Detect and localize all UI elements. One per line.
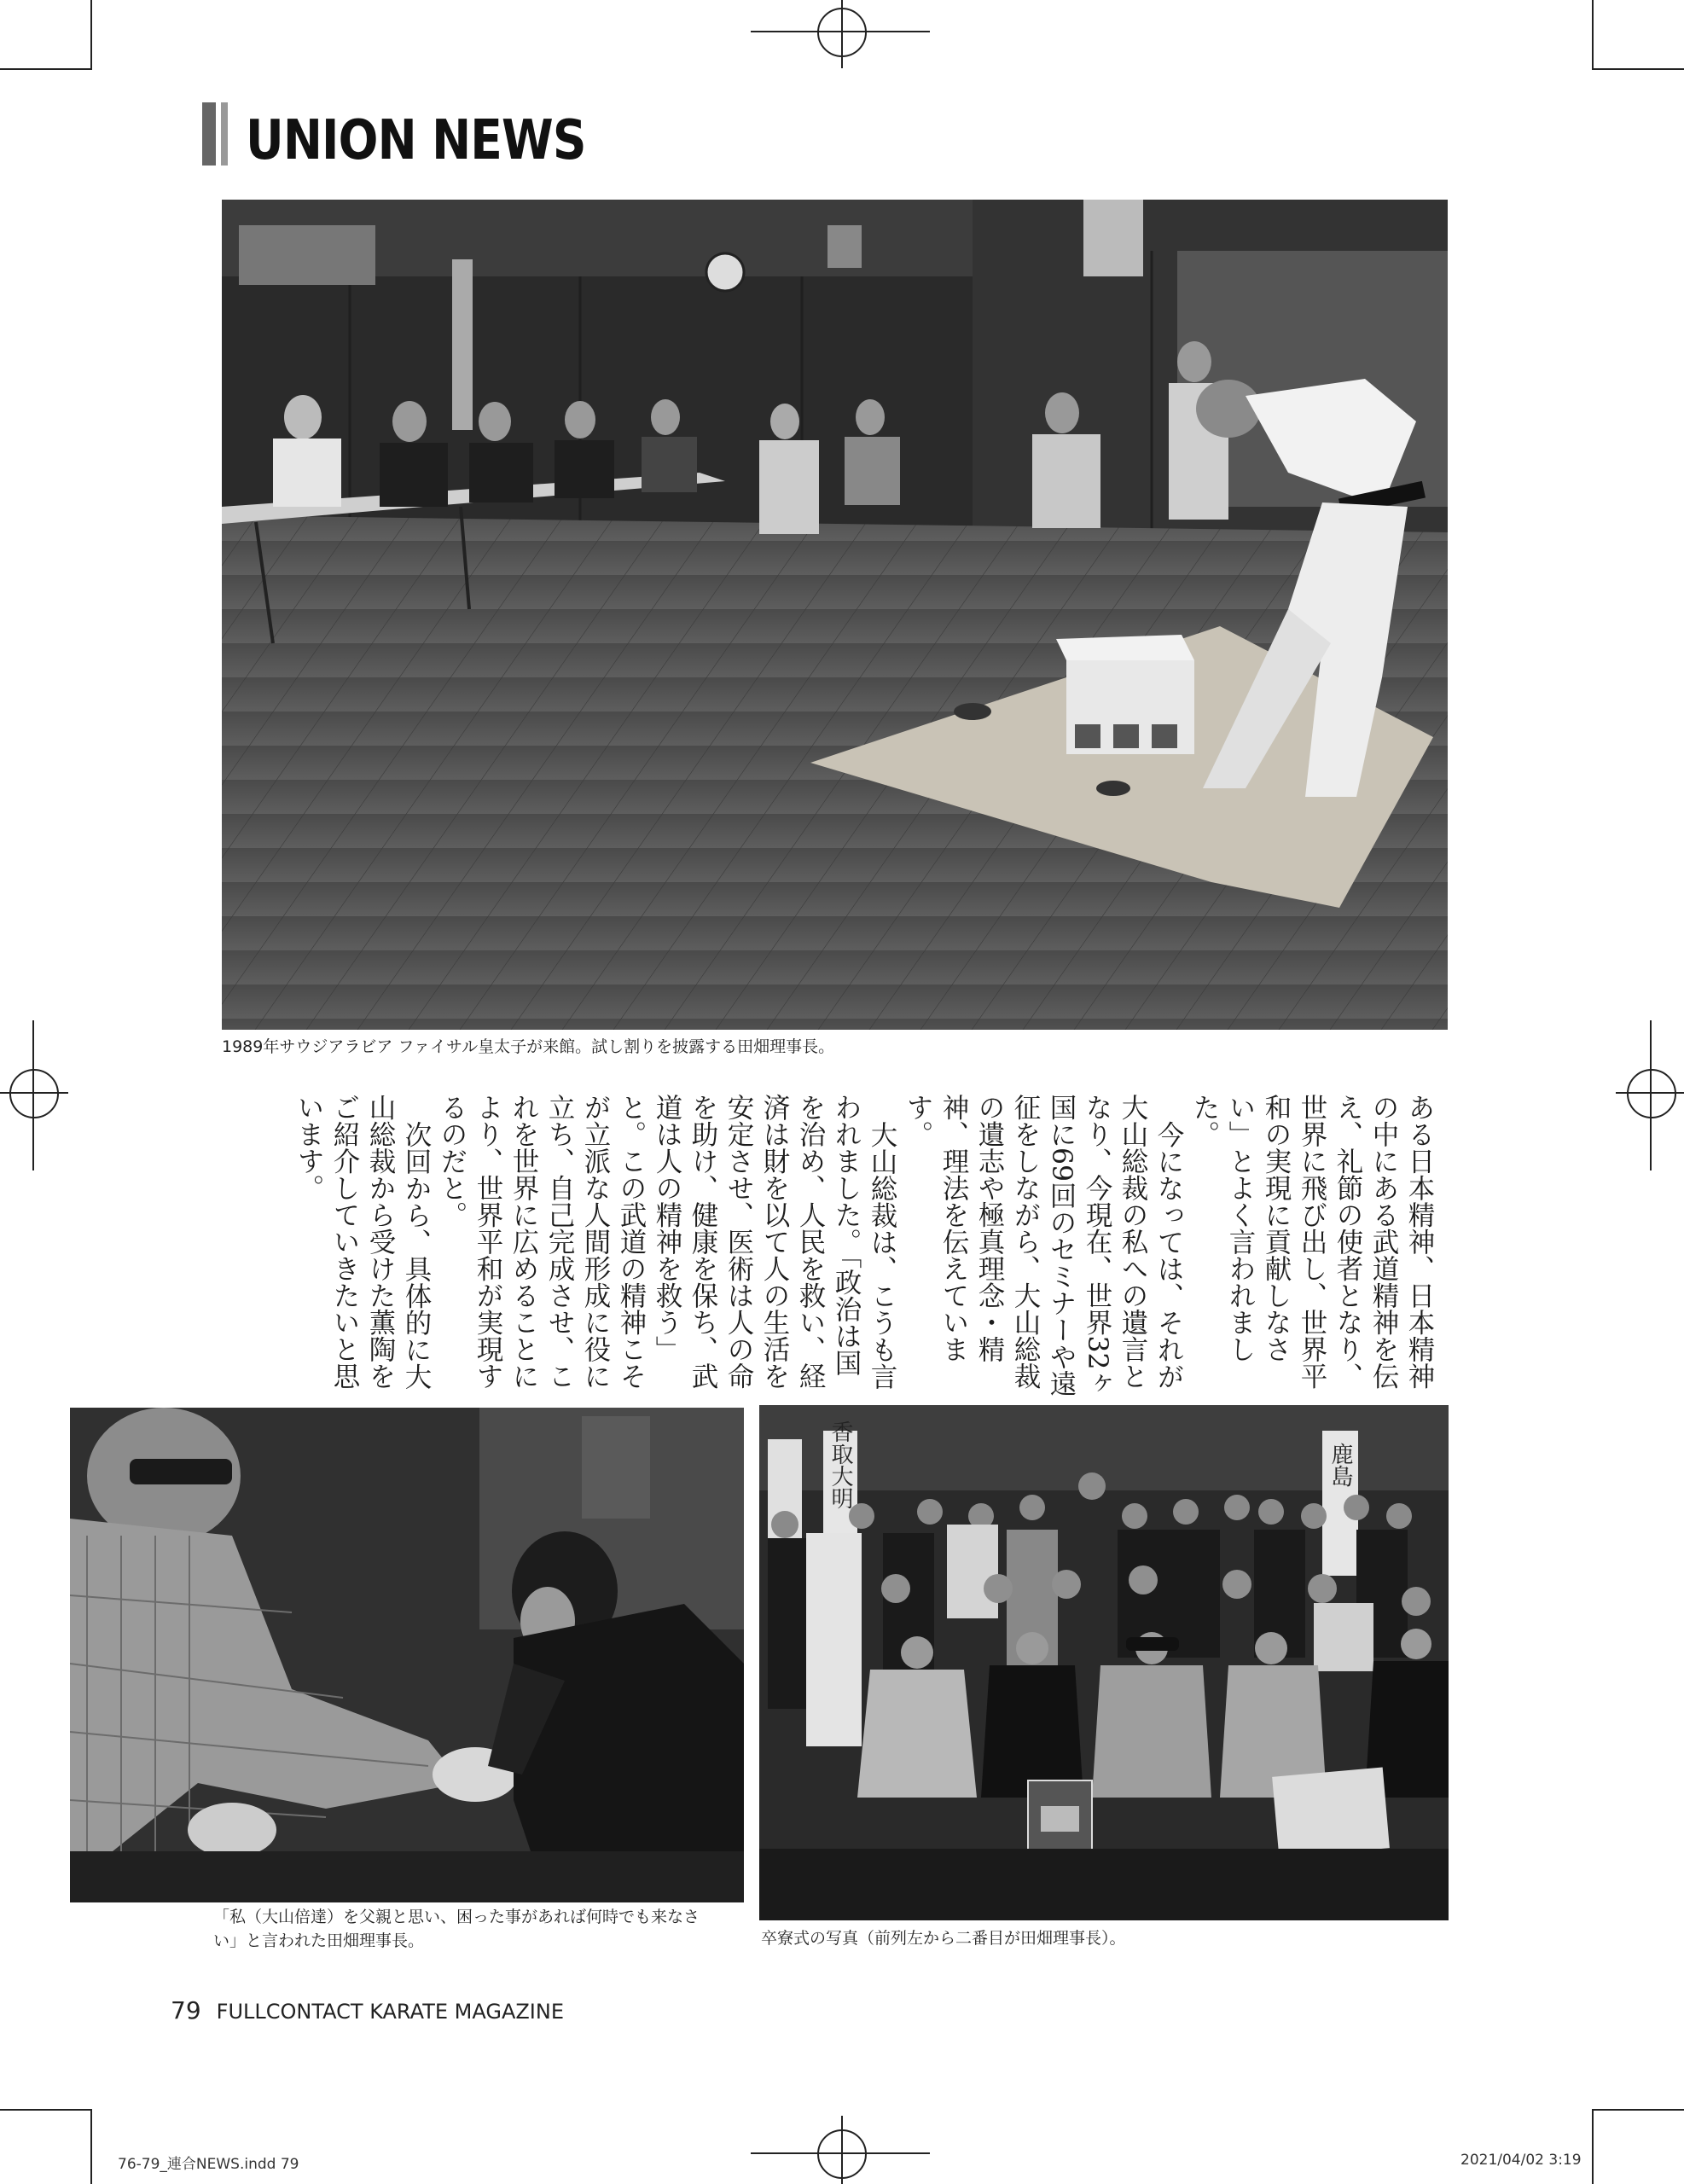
article-paragraph: 今になっては、それが大山総裁の私への遺言となり、今現在、世界32ヶ国に69回のセミナーや遠征をしながら、大山総裁の遺志や極真理念・精神、理法を伝えています。 (903, 1094, 1184, 1397)
handshake-photo-caption (213, 1905, 700, 1953)
file-slug: 76-79_連合NEWS.indd 79 (118, 2156, 299, 2173)
page-folio (171, 1996, 564, 2024)
main-photo (222, 200, 1448, 1030)
header-accent-bar (202, 102, 216, 166)
shrine-banner-left: 香取大明 (827, 1420, 853, 1509)
group-photo-scene (759, 1405, 1449, 1920)
article-paragraph: 大山総裁は、こうも言われました。「政治は国を治め、人民を救い、経済は財を以て人の生活を安定させ、医術は人の命を助け、健康を保ち、武道は人の精神を救う」と。この武道の精神こそが立派な人間形成に役に立ち、自己完成させ、これを世界に広めることにより、世界平和が実現するのだと。 (437, 1094, 897, 1390)
header-accent-bar-2 (221, 102, 228, 166)
page-number: 79 (171, 1996, 201, 2024)
page-title: UNION NEWS (246, 109, 586, 172)
article-paragraph: 次回から、具体的に大山総裁から受けた薫陶をご紹介していきたいと思います。 (293, 1094, 432, 1390)
handshake-photo (70, 1408, 744, 1902)
main-photo-caption: 1989年サウジアラビア ファイサル皇太子が来館。試し割りを披露する田畑理事長。 (222, 1037, 835, 1056)
graduation-photo-caption: 卒寮式の写真（前列左から二番目が田畑理事長）。 (761, 1929, 1126, 1948)
magazine-name: FULLCONTACT KARATE MAGAZINE (216, 2000, 564, 2024)
dojo-demonstration-scene (222, 200, 1448, 1030)
article-paragraph: ある日本精神、日本精神の中にある武道精神を伝え、礼節の使者となり、世界に飛び出し、世界平和の実現に貢献しなさい」とよく言われました。 (1189, 1094, 1435, 1390)
caption-line: 「私（大山倍達）を父親と思い、困った事があれば何時でも来なさ (213, 1908, 700, 1926)
graduation-photo (759, 1405, 1449, 1920)
caption-line: い」と言われた田畑理事長。 (213, 1931, 425, 1950)
print-timestamp: 2021/04/02 3:19 (1460, 2152, 1582, 2169)
handshake-scene (70, 1408, 744, 1902)
article-body (218, 1094, 1437, 1401)
shrine-banner-right: 鹿島 (1327, 1443, 1353, 1487)
